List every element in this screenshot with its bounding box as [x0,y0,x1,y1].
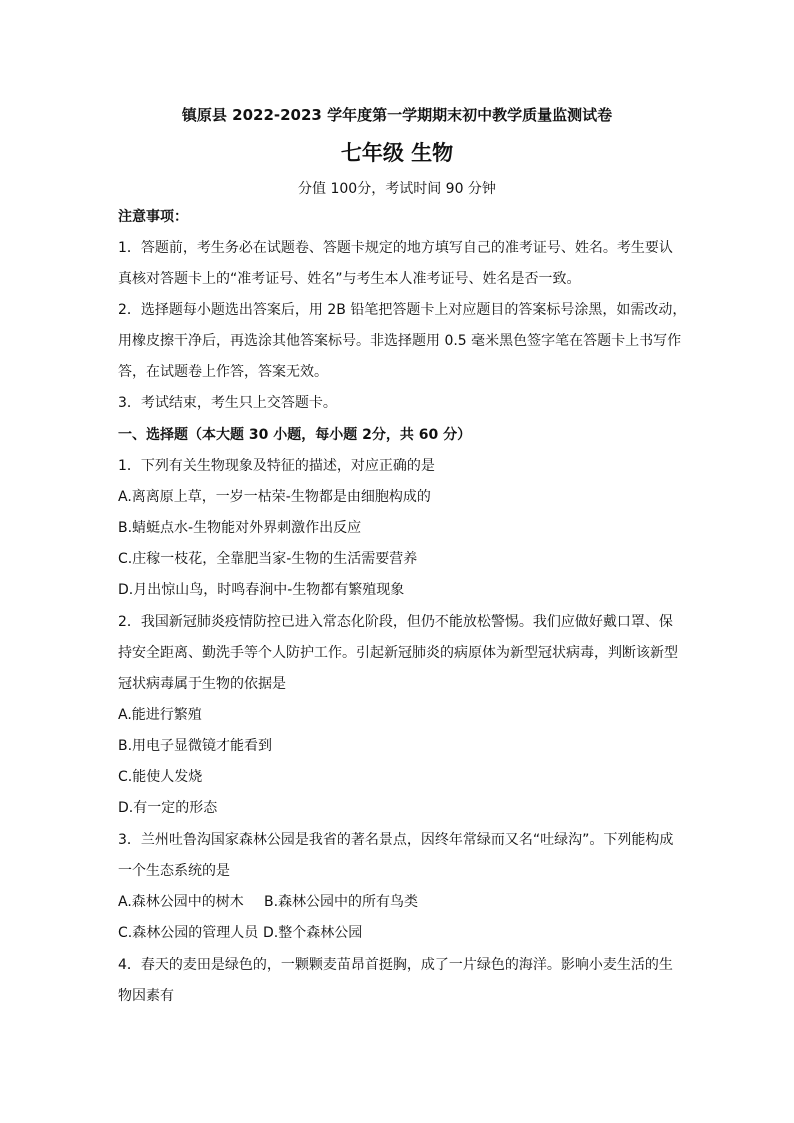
notice-line: 1．答题前，考生务必在试题卷、答题卡规定的地方填写自己的准考证号、姓名。考生要认 [118,240,673,256]
section-heading: 一、选择题（本大题 30 小题，每小题 2分，共 60 分） [118,427,472,443]
exam-title: 镇原县 2022-2023 学年度第一学期期末初中教学质量监测试卷 [181,106,613,124]
question-3-stem-line: 3．兰州吐鲁沟国家森林公园是我省的著名景点，因终年常绿而又名“吐绿沟”。下列能构成 [118,832,674,848]
question-3-stem-line: 一个生态系统的是 [118,863,230,879]
question-2-option-d: D.有一定的形态 [118,800,218,816]
question-2-option-c: C.能使人发烧 [118,769,203,785]
grade-subject: 七年级 生物 [340,140,454,165]
question-1-option-a: A.离离原上草，一岁一枯荣-生物都是由细胞构成的 [118,489,431,505]
question-3-option-c: C.森林公园的管理人员 [118,925,259,941]
question-2-option-a: A.能进行繁殖 [118,707,202,723]
question-4-stem-line: 4．春天的麦田是绿色的，一颗颗麦苗昂首挺胸，成了一片绿色的海洋。影响小麦生活的生 [118,957,673,973]
question-1-option-b: B.蜻蜓点水-生物能对外界刺激作出反应 [118,520,362,536]
notice-heading: 注意事项： [118,209,188,225]
question-2-stem-line: 冠状病毒属于生物的依据是 [118,676,286,692]
question-4-stem-line: 物因素有 [118,988,174,1004]
question-1-option-c: C.庄稼一枝花，全靠肥当家-生物的生活需要营养 [118,551,418,567]
question-3-option-d: D.整个森林公园 [263,925,363,941]
notice-line: 真核对答题卡上的“准考证号、姓名”与考生本人准考证号、姓名是否一致。 [118,271,581,287]
question-3-options-row-1 [118,894,244,910]
question-3-option-b: B.森林公园中的所有鸟类 [264,894,419,910]
question-1-stem: 1．下列有关生物现象及特征的描述，对应正确的是 [118,458,435,474]
notice-line: 答，在试题卷上作答，答案无效。 [118,364,328,380]
question-2-option-b: B.用电子显微镜才能看到 [118,738,273,754]
notice-line: 2．选择题每小题选出答案后，用 2B 铅笔把答题卡上对应题目的答案标号涂黑，如需改动， [118,302,687,318]
question-3-option-a: A.森林公园中的树木 [118,894,244,910]
question-1-option-d: D.月出惊山鸟，时鸣春涧中-生物都有繁殖现象 [118,582,405,598]
score-time-info: 分值 100分，考试时间 90 分钟 [298,181,496,197]
question-2-stem-line: 2．我国新冠肺炎疫情防控已进入常态化阶段，但仍不能放松警惕。我们应做好戴口罩、保 [118,614,673,630]
notice-line: 3．考试结束，考生只上交答题卡。 [118,395,337,411]
notice-line: 用橡皮擦干净后，再选涂其他答案标号。非选择题用 0.5 毫米黑色签字笔在答题卡上书写作 [118,333,682,349]
question-2-stem-line: 持安全距离、勤洗手等个人防护工作。引起新冠肺炎的病原体为新型冠状病毒，判断该新型 [118,645,678,661]
